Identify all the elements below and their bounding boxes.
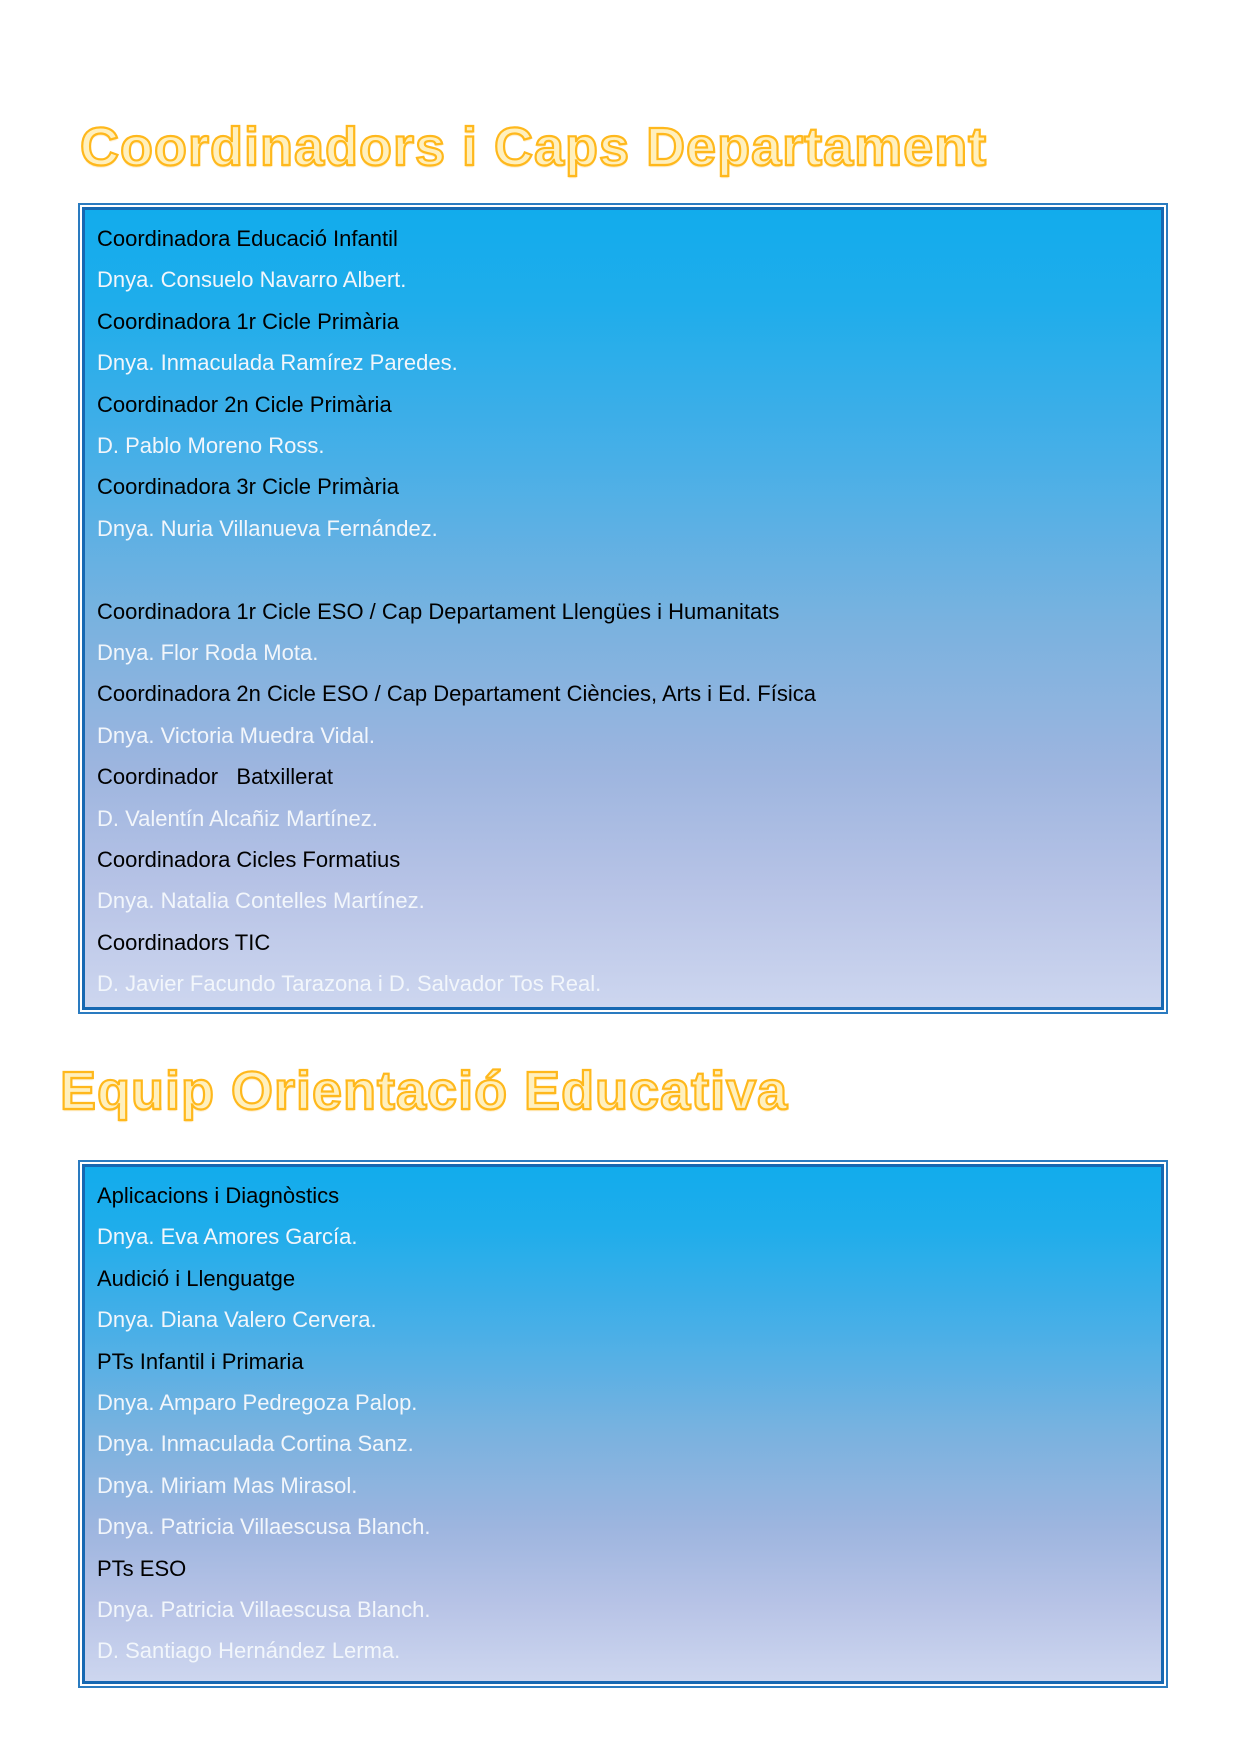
coordinators-list: [82, 207, 1164, 1010]
section-title-coordinadors: Coordinadors i Caps Departament: [80, 117, 988, 177]
orientation-box: [78, 1160, 1168, 1688]
role-line: Aplicacions i Diagnòstics: [97, 1183, 340, 1208]
role-line: Coordinadors TIC: [97, 929, 271, 955]
role-line: Coordinador Batxillerat: [97, 764, 334, 790]
name-line: Dnya. Consuelo Navarro Albert.: [97, 267, 407, 293]
name-line: D. Santiago Hernández Lerma.: [97, 1638, 401, 1664]
role-line: Coordinador 2n Cicle Primària: [97, 391, 392, 417]
name-line: Dnya. Natalia Contelles Martínez.: [97, 888, 425, 914]
name-line: D. Javier Facundo Tarazona i D. Salvador Tos Real.: [97, 971, 602, 997]
section-title-orientacio: Equip Orientació Educativa: [60, 1061, 789, 1121]
name-line: D. Pablo Moreno Ross.: [97, 433, 325, 459]
name-line: Dnya. Nuria Villanueva Fernández.: [97, 515, 438, 541]
coordinators-box: [78, 203, 1168, 1014]
role-line: Coordinadora 1r Cicle Primària: [97, 308, 400, 334]
blank-line: [97, 549, 1149, 590]
role-line: Coordinadora 1r Cicle ESO / Cap Departament Llengües i Humanitats: [97, 598, 780, 624]
role-line: Coordinadora 2n Cicle ESO / Cap Departament Ciències, Arts i Ed. Física: [97, 681, 816, 707]
orientation-list: [82, 1164, 1164, 1684]
name-line: Dnya. Eva Amores García.: [97, 1224, 358, 1250]
role-line: PTs Infantil i Primaria: [97, 1348, 304, 1374]
name-line: D. Valentín Alcañiz Martínez.: [97, 805, 378, 831]
name-line: Dnya. Inmaculada Ramírez Paredes.: [97, 350, 458, 376]
name-line: Dnya. Flor Roda Mota.: [97, 640, 319, 666]
role-line: Coordinadora 3r Cicle Primària: [97, 474, 400, 500]
name-line: Dnya. Victoria Muedra Vidal.: [97, 722, 375, 748]
role-line: PTs ESO: [97, 1555, 187, 1581]
name-line: Dnya. Patricia Villaescusa Blanch.: [97, 1597, 431, 1623]
name-line: Dnya. Miriam Mas Mirasol.: [97, 1472, 358, 1498]
role-line: Coordinadora Educació Infantil: [97, 226, 398, 251]
name-line: Dnya. Patricia Villaescusa Blanch.: [97, 1514, 431, 1540]
role-line: Audició i Llenguatge: [97, 1265, 296, 1291]
role-line: Coordinadora Cicles Formatius: [97, 847, 401, 873]
name-line: Dnya. Amparo Pedregoza Palop.: [97, 1390, 418, 1416]
name-line: Dnya. Diana Valero Cervera.: [97, 1307, 377, 1333]
name-line: Dnya. Inmaculada Cortina Sanz.: [97, 1431, 414, 1457]
